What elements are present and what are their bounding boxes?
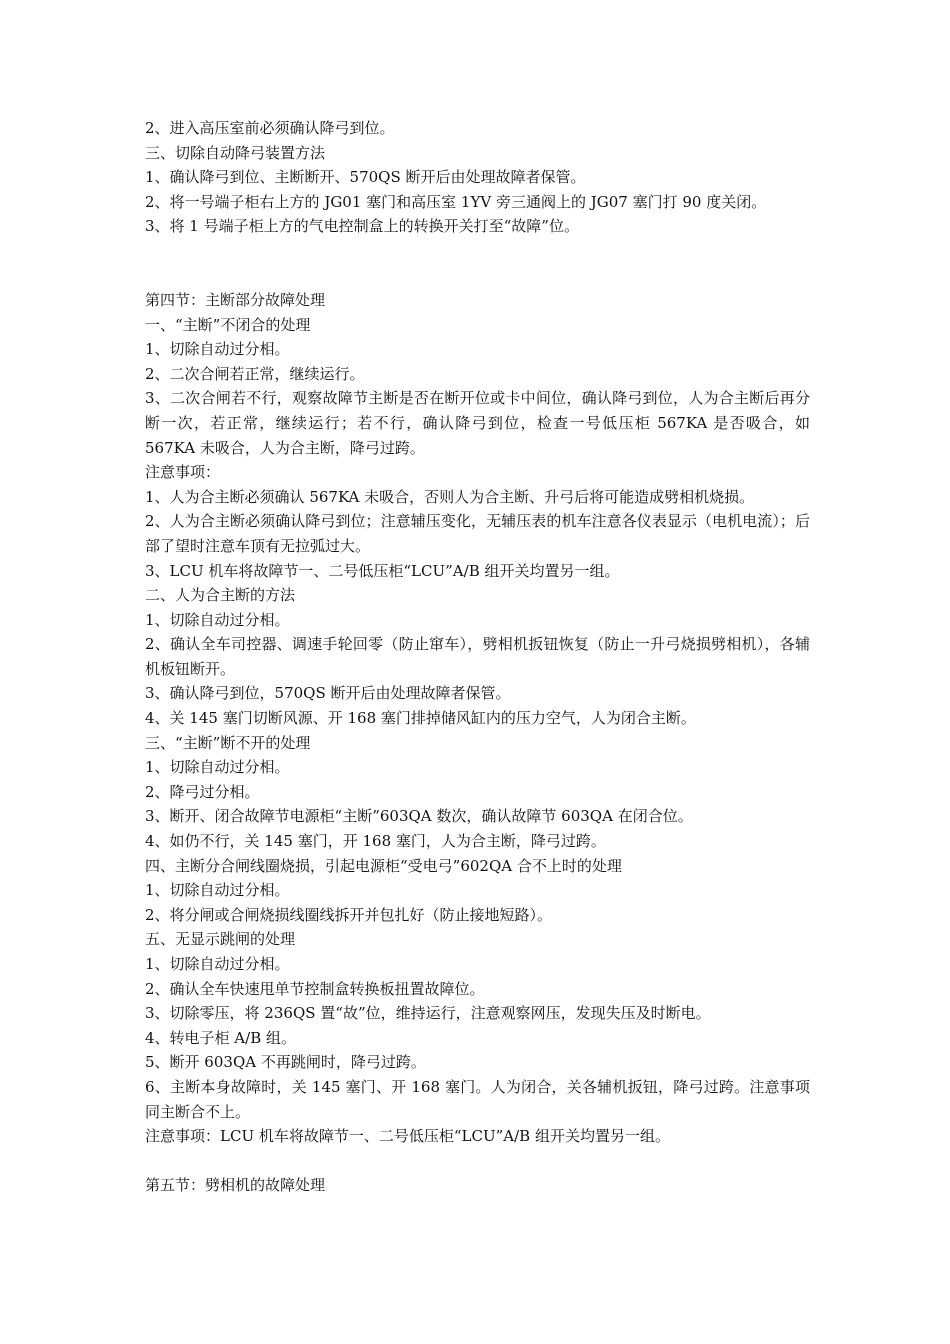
text-line: 3、LCU 机车将故障节一、二号低压柜“LCU”A/B 组开关均置另一组。 [145, 561, 620, 580]
text-paragraph: 3、二次合闸若不行，观察故障节主断是否在断开位或卡中间位，确认降弓到位，人为合主断后再分断一次，若正常，继续运行；若不行，确认降弓到位，检查一号低压柜 567KA 是否吸合，如 567KA 未吸合，人为合主断，降弓过跨。 [145, 389, 810, 457]
subsection-heading: 一、“主断”不闭合的处理 [145, 315, 311, 334]
blank-gap [145, 1149, 810, 1174]
text-line: 5、断开 603QA 不再跳闸时，降弓过跨。 [145, 1053, 426, 1072]
blank-gap [145, 239, 810, 288]
text-line: 4、如仍不行，关 145 塞门，开 168 塞门，人为合主断，降弓过跨。 [145, 832, 606, 851]
text-line: 4、转电子柜 A/B 组。 [145, 1028, 296, 1047]
text-line: 1、切除自动过分相。 [145, 610, 290, 629]
text-line: 3、断开、闭合故障节电源柜“主断”603QA 数次，确认故障节 603QA 在闭合位。 [145, 807, 693, 826]
section-title: 第五节：劈相机的故障处理 [145, 1176, 326, 1195]
document-body [145, 116, 810, 1198]
subsection-heading: 二、人为合主断的方法 [145, 586, 296, 605]
text-line: 2、确认全车快速甩单节控制盒转换板扭置故障位。 [145, 979, 485, 998]
text-line: 2、将一号端子柜右上方的 JG01 塞门和高压室 1YV 旁三通阀上的 JG07 塞门打 90 度关闭。 [145, 192, 767, 211]
text-line: 4、关 145 塞门切断风源、开 168 塞门排掉储风缸内的压力空气，人为闭合主断。 [145, 709, 696, 728]
subsection-heading: 三、切除自动降弓装置方法 [145, 143, 326, 162]
text-line: 1、切除自动过分相。 [145, 955, 290, 973]
text-paragraph: 6、主断本身故障时，关 145 塞门、开 168 塞门。人为闭合，关各辅机扳钮，降弓过跨。注意事项同主断合不上。 [145, 1077, 810, 1121]
text-line: 1、确认降弓到位、主断断开、570QS 断开后由处理故障者保管。 [145, 168, 586, 187]
text-line: 2、二次合闸若正常，继续运行。 [145, 364, 365, 383]
subsection-heading: 三、“主断”断不开的处理 [145, 733, 311, 752]
text-line: 2、将分闸或合闸烧损线圈线拆开并包扎好（防止接地短路）。 [145, 905, 553, 924]
subsection-heading: 五、无显示跳闸的处理 [145, 930, 296, 949]
text-line: 1、切除自动过分相。 [145, 881, 290, 900]
text-line: 1、人为合主断必须确认 567KA 未吸合，否则人为合主断、升弓后将可能造成劈相机烧损。 [145, 487, 755, 506]
text-paragraph: 2、人为合主断必须确认降弓到位；注意辅压变化，无辅压表的机车注意各仪表显示（电机电流）；后部了望时注意车顶有无拉弧过大。 [145, 512, 810, 555]
subsection-heading: 四、主断分合闸线圈烧损，引起电源柜“受电弓”602QA 合不上时的处理 [145, 856, 622, 875]
text-line: 2、降弓过分相。 [145, 782, 260, 801]
text-line: 2、进入高压室前必须确认降弓到位。 [145, 119, 395, 137]
note-heading: 注意事项： [145, 463, 221, 482]
section-title: 第四节：主断部分故障处理 [145, 290, 326, 309]
text-line: 1、切除自动过分相。 [145, 340, 290, 359]
note-line: 注意事项：LCU 机车将故障节一、二号低压柜“LCU”A/B 组开关均置另一组。 [145, 1127, 670, 1146]
text-line: 3、将 1 号端子柜上方的气电控制盒上的转换开关打至“故障”位。 [145, 217, 579, 236]
text-line: 1、切除自动过分相。 [145, 758, 290, 777]
text-paragraph: 2、确认全车司控器、调速手轮回零（防止窜车），劈相机扳钮恢复（防止一升弓烧损劈相机），各辅机板钮断开。 [145, 635, 810, 678]
text-line: 3、切除零压，将 236QS 置“故”位，维持运行，注意观察网压，发现失压及时断电。 [145, 1004, 711, 1023]
text-line: 3、确认降弓到位，570QS 断开后由处理故障者保管。 [145, 684, 511, 703]
